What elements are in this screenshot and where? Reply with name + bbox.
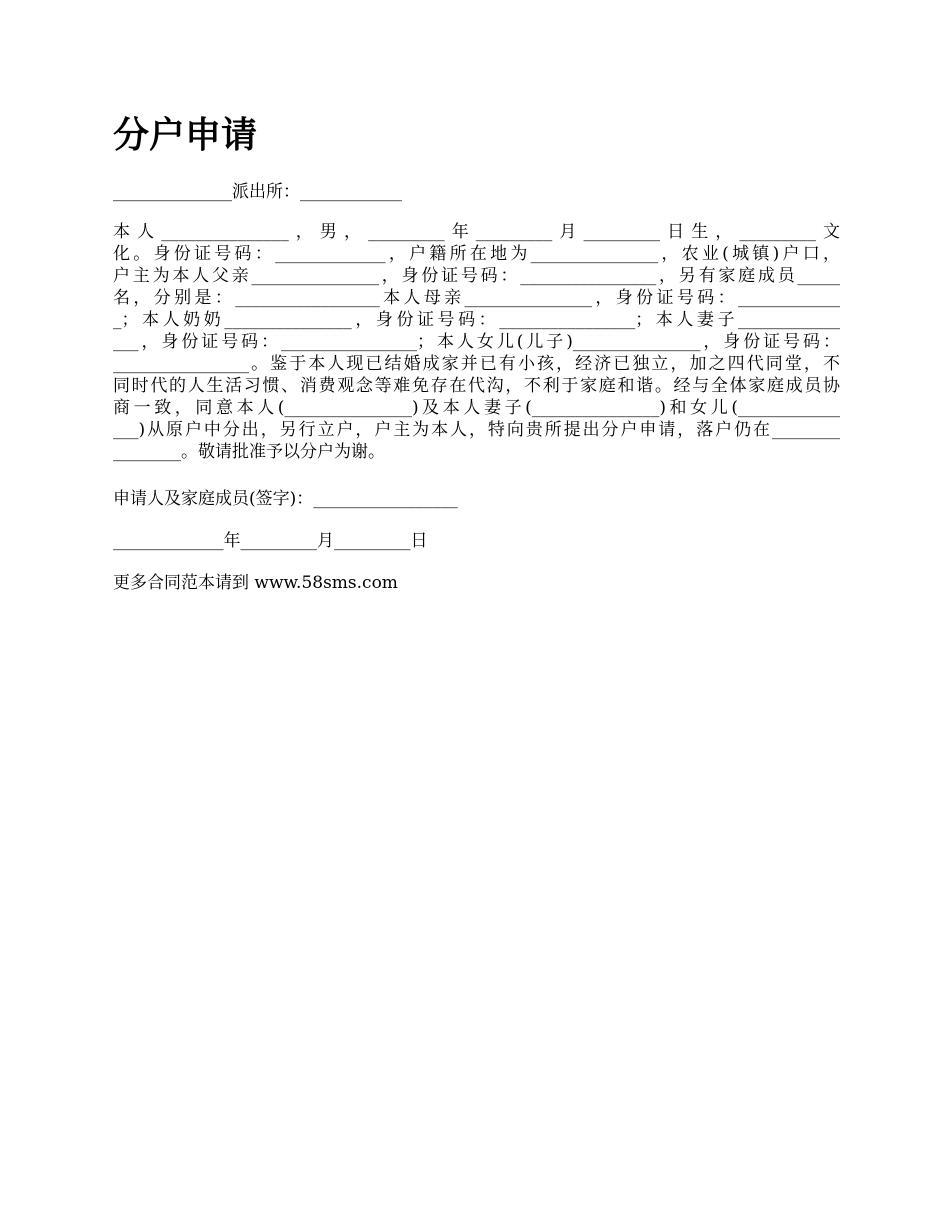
signature-line: 申请人及家庭成员(签字)：_________________ bbox=[113, 489, 458, 509]
body-line: ___，身份证号码：________________；本人女儿(儿子)_______________，身份证号码： bbox=[113, 332, 840, 352]
date-line: _____________年_________月_________日 bbox=[113, 531, 428, 551]
body-line: 户主为本人父亲_______________，身份证号码：________________，另有家庭成员_____ bbox=[113, 266, 840, 286]
footer-link-text: 更多合同范本请到 www.58sms.com bbox=[113, 573, 398, 593]
body-line: 化。身份证号码：_____________，户籍所在地为_______________，农业(城镇)户口， bbox=[113, 244, 840, 264]
body-line: 名，分别是：_________________本人母亲_______________，身份证号码：____________ bbox=[113, 288, 840, 308]
document-title: 分户申请 bbox=[113, 115, 258, 156]
body-line: _；本人奶奶_______________，身份证号码：________________；本人妻子____________ bbox=[113, 310, 840, 330]
body-line: ________________。鉴于本人现已结婚成家并已有小孩，经济已独立，加之四代同堂，不 bbox=[113, 354, 840, 374]
application-body bbox=[113, 221, 840, 463]
body-line: 商一致，同意本人(_______________)及本人妻子(_______________)和女儿(____________ bbox=[113, 398, 840, 418]
body-line: 本人_______________，男，_________年_________月_________日生，_________文 bbox=[113, 222, 840, 242]
body-line: ___)从原户中分出，另行立户，户主为本人，特向贵所提出分户申请，落户仍在________ bbox=[113, 420, 840, 440]
body-line: 同时代的人生活习惯、消费观念等难免存在代沟，不利于家庭和谐。经与全体家庭成员协 bbox=[113, 376, 840, 396]
body-line: ________。敬请批准予以分户为谢。 bbox=[113, 442, 385, 462]
police-station-line: ______________派出所：____________ bbox=[113, 182, 402, 202]
